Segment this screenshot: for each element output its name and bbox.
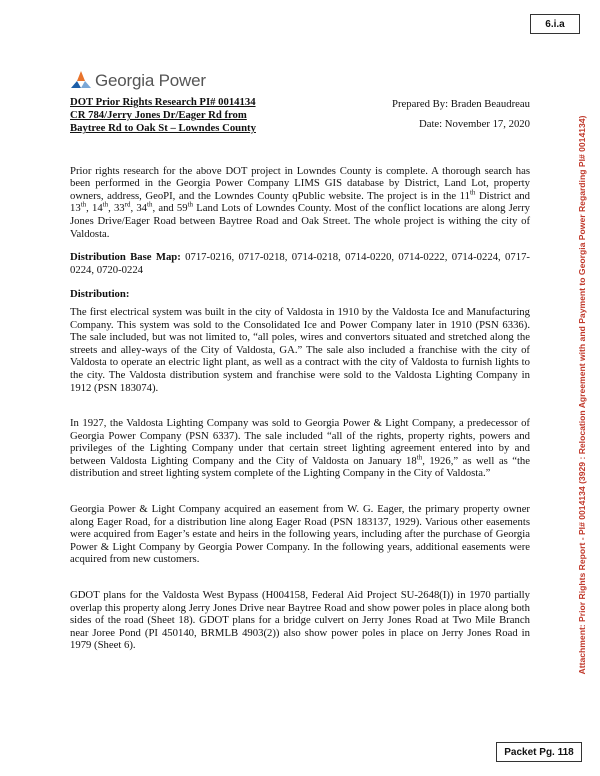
georgia-power-logo — [70, 70, 206, 92]
distribution-paragraph-2: In 1927, the Valdosta Lighting Company was sold to Georgia Power & Light Company, a predecessor of Georgia Power Company (PSN 6337). The sale included “all of the rights, property rights, powers and privileges of the Lighting Company under that certain street lighting agreement entered into by and between Valdosta Lighting Company and the City of Valdosta on January 18th, 1926,” as well as “the distribution and street lighting system complete of the Lighting Company in the City of Valdosta.” — [70, 417, 531, 480]
distribution-heading: Distribution: — [70, 288, 130, 301]
base-map-values: 0717-0216, 0717-0218, 0714-0218, 0714-0220, 0714-0222, 0714-0224, 0717-0224, 0720-0224 — [70, 251, 530, 276]
document-body — [70, 96, 530, 652]
packet-page-number: Packet Pg. 118 — [496, 742, 582, 762]
logo-text: Georgia Power — [95, 71, 206, 90]
distribution-paragraph-3: Georgia Power & Light Company acquired an easement from W. G. Eager, the primary property owner along Eager Road, for a distribution line along Eager Road (PSN 183137, 1929). Various other easements were acquired from Eager’s estate and heirs in the following years, including after the purchase of Georgia Power & Light Company by Georgia Power Company. In the following years, additional easements were acquired from new customers. — [70, 503, 530, 566]
base-map-label: Distribution Base Map: — [70, 251, 181, 264]
georgia-power-logo-icon — [70, 70, 92, 92]
distribution-paragraph-1: The first electrical system was built in the city of Valdosta in 1910 by the Valdosta Ice and Manufacturing Company. This system was sold to the Consolidated Ice and Power Company later in 1910 (PSN 6336). The sale included, but was not limited to, “all poles, wires and convertors situated and stretched along the streets and alley-ways of the City of Valdosta, GA.” The sale also included a franchise with the city of Valdosta to operate an electric light plant, as well as a contract with the city of Valdosta to furnish lights to the city. The Valdosta distribution system and franchise were sold to the Valdosta Lighting Company in 1912 (PSN 183074). — [70, 305, 530, 394]
document-header — [70, 96, 530, 136]
base-map-paragraph — [70, 251, 530, 276]
distribution-paragraph-4: GDOT plans for the Valdosta West Bypass (H004158, Federal Aid Project SU-2648(I)) in 1970 partially overlap this property along Jerry Jones Drive near Baytree Road and show power poles in place along both sides of the road (Sheet 18). GDOT plans for a bridge culvert on Jerry Jones Road at Two Mile Branch near Joree Pond (PI 450140, BRMLB 4903(2)) also show power poles in place on Jerry Jones Road in 1979 (Sheet 6). — [70, 589, 530, 652]
preparer-info — [392, 94, 530, 136]
document-title — [70, 96, 256, 136]
attachment-sidebar — [566, 55, 590, 735]
title-line-2: CR 784/Jerry Jones Dr/Eager Rd from — [70, 109, 247, 122]
page-tag: 6.i.a — [530, 14, 580, 34]
report-date: Date: November 17, 2020 — [418, 118, 530, 130]
attachment-note: Attachment: Prior Rights Report - PI# 0014134 (3929 : Relocation Agreement with and Payment to Georgia Power Regarding PI# 0014134) — [577, 115, 587, 675]
intro-paragraph: Prior rights research for the above DOT project in Lowndes County is complete. A thorough search has been performed in the Georgia Power Company LIMS GIS database by District, Land Lot, property owners, address, GeoPI, and the Lowndes County qPublic website. The project is in the 11th District and 13th, 14th, 33rd, 34th, and 59th Land Lots of Lowndes County. Most of the conflict locations are along Jerry Jones Drive/Eager Road between Baytree Road and Oak Street. The whole project is withing the city of Valdosta. — [70, 164, 531, 240]
title-line-3: Baytree Rd to Oak St – Lowndes County — [70, 122, 256, 135]
prepared-by: Prepared By: Braden Beaudreau — [392, 98, 530, 110]
title-line-1: DOT Prior Rights Research PI# 0014134 — [70, 96, 256, 108]
